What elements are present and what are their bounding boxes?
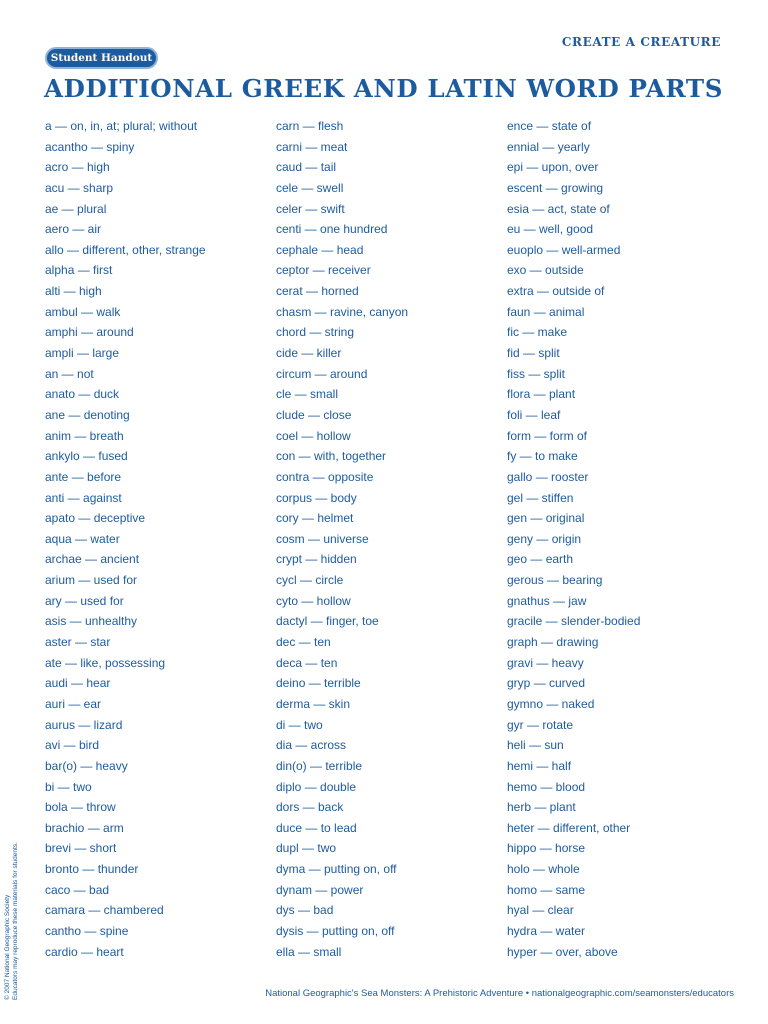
word-part-entry: cory — helmet: [276, 511, 354, 526]
word-part-entry: esia — act, state of: [507, 201, 610, 216]
word-part-entry: cerat — horned: [276, 284, 359, 299]
word-part-entry: derma — skin: [276, 696, 351, 711]
word-part-entry: apato — deceptive: [45, 511, 146, 526]
word-part-entry: centi — one hundred: [276, 222, 388, 237]
word-part-entry: cardio — heart: [45, 944, 124, 959]
word-part-entry: cycl — circle: [276, 573, 344, 588]
word-part-entry: alti — high: [45, 284, 102, 299]
word-part-entry: diplo — double: [276, 779, 357, 794]
word-part-entry: herb — plant: [507, 800, 576, 815]
word-part-entry: crypt — hidden: [276, 552, 357, 567]
word-part-entry: dysis — putting on, off: [276, 923, 395, 938]
word-part-entry: carni — meat: [276, 139, 348, 154]
word-parts-column-3: [507, 116, 727, 962]
word-part-entry: heter — different, other: [507, 820, 631, 835]
word-part-entry: gen — original: [507, 511, 585, 526]
word-part-entry: dyma — putting on, off: [276, 862, 397, 877]
word-part-entry: brachio — arm: [45, 820, 124, 835]
word-part-entry: aurus — lizard: [45, 717, 123, 732]
student-handout-badge: Student Handout: [45, 47, 158, 69]
word-part-entry: eu — well, good: [507, 222, 594, 237]
word-part-entry: fy — to make: [507, 449, 578, 464]
word-part-entry: duce — to lead: [276, 820, 357, 835]
word-part-entry: bi — two: [45, 779, 92, 794]
word-part-entry: acro — high: [45, 160, 110, 175]
word-part-entry: dynam — power: [276, 882, 364, 897]
word-part-entry: cephale — head: [276, 242, 364, 257]
word-part-entry: archae — ancient: [45, 552, 140, 567]
word-part-entry: anim — breath: [45, 428, 124, 443]
word-part-entry: exo — outside: [507, 263, 584, 278]
word-part-entry: acu — sharp: [45, 180, 114, 195]
word-part-entry: flora — plant: [507, 387, 576, 402]
word-part-entry: ambul — walk: [45, 304, 121, 319]
word-part-entry: audi — hear: [45, 676, 111, 691]
word-part-entry: ella — small: [276, 944, 342, 959]
word-part-entry: celer — swift: [276, 201, 345, 216]
word-part-entry: ence — state of: [507, 119, 592, 133]
page-title: ADDITIONAL GREEK AND LATIN WORD PARTS: [44, 74, 723, 103]
word-part-entry: gallo — rooster: [507, 469, 589, 484]
word-part-entry: gracile — slender-bodied: [507, 614, 641, 629]
word-part-entry: anato — duck: [45, 387, 120, 402]
word-part-entry: form — form of: [507, 428, 588, 443]
word-part-entry: alpha — first: [45, 263, 113, 278]
word-part-entry: gravi — heavy: [507, 655, 584, 670]
word-part-entry: gnathus — jaw: [507, 593, 587, 608]
word-part-entry: ary — used for: [45, 593, 124, 608]
word-part-entry: chasm — ravine, canyon: [276, 304, 409, 319]
word-part-entry: brevi — short: [45, 841, 117, 856]
word-part-entry: hemo — blood: [507, 779, 586, 794]
word-part-entry: arium — used for: [45, 573, 138, 588]
word-part-entry: din(o) — terrible: [276, 758, 363, 773]
copyright-note: [4, 842, 20, 1000]
word-part-entry: escent — growing: [507, 180, 604, 195]
word-part-entry: cele — swell: [276, 180, 344, 195]
word-part-entry: heli — sun: [507, 738, 564, 753]
word-part-entry: ane — denoting: [45, 407, 130, 422]
word-part-entry: di — two: [276, 717, 323, 732]
word-part-entry: bar(o) — heavy: [45, 758, 128, 773]
word-part-entry: fid — split: [507, 346, 560, 361]
word-part-entry: gyr — rotate: [507, 717, 574, 732]
word-part-entry: chord — string: [276, 325, 355, 340]
word-part-entry: aero — air: [45, 222, 102, 237]
word-part-entry: avi — bird: [45, 738, 100, 753]
word-part-entry: hippo — horse: [507, 841, 586, 856]
word-part-entry: faun — animal: [507, 304, 585, 319]
word-parts-column-1: [45, 116, 265, 962]
word-part-entry: dec — ten: [276, 635, 331, 650]
word-part-entry: bronto — thunder: [45, 862, 139, 877]
copyright-line: © 2007 National Geographic Society: [4, 894, 11, 1000]
word-part-entry: dactyl — finger, toe: [276, 614, 379, 629]
word-part-entry: ate — like, possessing: [45, 655, 166, 670]
word-part-entry: deca — ten: [276, 655, 338, 670]
word-part-entry: cide — killer: [276, 346, 342, 361]
word-part-entry: hemi — half: [507, 758, 572, 773]
word-part-entry: dors — back: [276, 800, 344, 815]
word-part-entry: fiss — split: [507, 366, 566, 381]
word-part-entry: extra — outside of: [507, 284, 605, 299]
word-part-entry: ankylo — fused: [45, 449, 128, 464]
word-part-entry: clude — close: [276, 407, 352, 422]
word-part-entry: carn — flesh: [276, 119, 344, 133]
word-part-entry: allo — different, other, strange: [45, 242, 206, 257]
word-part-entry: graph — drawing: [507, 635, 599, 650]
word-part-entry: anti — against: [45, 490, 122, 505]
word-part-entry: an — not: [45, 366, 94, 381]
word-part-entry: deino — terrible: [276, 676, 361, 691]
word-part-entry: amphi — around: [45, 325, 134, 340]
section-label: CREATE A CREATURE: [561, 35, 721, 49]
word-part-entry: coel — hollow: [276, 428, 351, 443]
word-part-entry: ceptor — receiver: [276, 263, 371, 278]
word-part-entry: camara — chambered: [45, 903, 164, 918]
word-parts-column-2: [276, 116, 496, 962]
word-part-entry: caco — bad: [45, 882, 110, 897]
word-part-entry: gel — stiffen: [507, 490, 574, 505]
word-part-entry: dupl — two: [276, 841, 337, 856]
word-part-entry: ampli — large: [45, 346, 120, 361]
word-part-entry: foli — leaf: [507, 407, 561, 422]
word-part-entry: cyto — hollow: [276, 593, 351, 608]
word-part-entry: holo — whole: [507, 862, 580, 877]
word-part-entry: ante — before: [45, 469, 122, 484]
word-part-entry: asis — unhealthy: [45, 614, 138, 629]
word-part-entry: cosm — universe: [276, 531, 369, 546]
word-part-entry: ae — plural: [45, 201, 107, 216]
word-part-entry: cle — small: [276, 387, 339, 402]
word-part-entry: dia — across: [276, 738, 347, 753]
word-part-entry: aster — star: [45, 635, 111, 650]
word-part-entry: fic — make: [507, 325, 568, 340]
word-part-entry: hyal — clear: [507, 903, 574, 918]
word-part-entry: circum — around: [276, 366, 368, 381]
word-part-entry: euoplo — well-armed: [507, 242, 621, 257]
word-part-entry: dys — bad: [276, 903, 334, 918]
word-part-entry: caud — tail: [276, 160, 337, 175]
word-part-entry: auri — ear: [45, 696, 102, 711]
word-part-entry: acantho — spiny: [45, 139, 135, 154]
word-part-entry: corpus — body: [276, 490, 357, 505]
word-part-entry: hyper — over, above: [507, 944, 618, 959]
word-part-entry: ennial — yearly: [507, 139, 590, 154]
word-part-entry: homo — same: [507, 882, 586, 897]
reproduction-line: Educators may reproduce these materials for students.: [12, 842, 19, 1000]
word-part-entry: aqua — water: [45, 531, 120, 546]
word-part-entry: gerous — bearing: [507, 573, 603, 588]
word-part-entry: geo — earth: [507, 552, 574, 567]
word-part-entry: contra — opposite: [276, 469, 374, 484]
word-part-entry: cantho — spine: [45, 923, 129, 938]
word-part-entry: a — on, in, at; plural; without: [45, 119, 198, 133]
word-part-entry: hydra — water: [507, 923, 586, 938]
footer-text: National Geographic's Sea Monsters: A Prehistoric Adventure • nationalgeographic.com/seamonsters/educators: [265, 988, 734, 999]
word-part-entry: geny — origin: [507, 531, 582, 546]
word-part-entry: bola — throw: [45, 800, 116, 815]
word-part-entry: gryp — curved: [507, 676, 586, 691]
word-part-entry: con — with, together: [276, 449, 387, 464]
word-part-entry: epi — upon, over: [507, 160, 599, 175]
word-part-entry: gymno — naked: [507, 696, 595, 711]
